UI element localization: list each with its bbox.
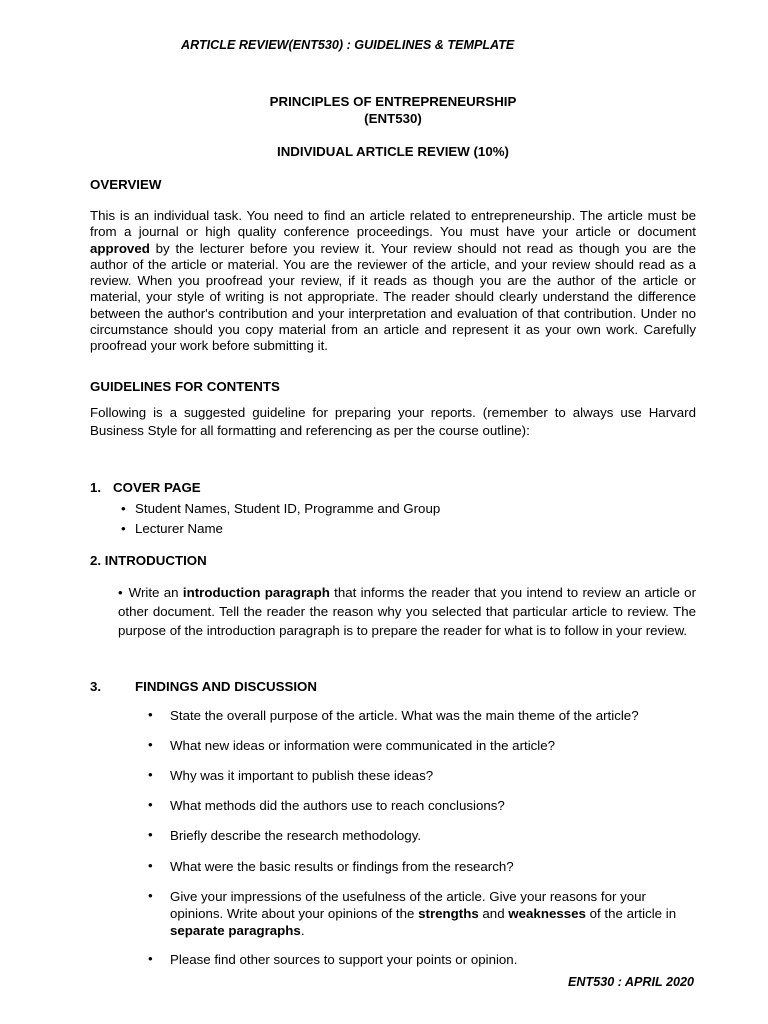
overview-paragraph	[90, 208, 696, 355]
findings-item-text: State the overall purpose of the article. What was the main theme of the article?	[170, 708, 639, 723]
guidelines-heading: GUIDELINES FOR CONTENTS	[90, 379, 280, 394]
impressions-bold-separate: separate paragraphs	[170, 923, 301, 938]
course-title: PRINCIPLES OF ENTREPRENEURSHIP	[269, 94, 517, 109]
findings-item-text: What were the basic results or findings from the research?	[170, 859, 514, 874]
overview-heading: OVERVIEW	[90, 177, 162, 192]
cover-item-text: Student Names, Student ID, Programme and Group	[135, 501, 441, 516]
impressions-text-1: Give your impressions of the usefulness of the article. Give your reasons for your opinions. Write about your opinions of the	[170, 889, 646, 921]
findings-item-text: What methods did the authors use to reach conclusions?	[170, 798, 505, 813]
impressions-text-2: and	[478, 906, 509, 921]
impressions-item-text	[170, 888, 680, 939]
bullet-icon: •	[148, 858, 153, 873]
intro-text-1: Write an	[128, 585, 183, 600]
intro-text-2: that informs the reader that you intend to review an article or other document. Tell the reader the reason why you selected that particular article to review. The purpose of the introduction paragraph is to prepare the reader for what is to follow in your review.	[118, 585, 696, 638]
bullet-icon: •	[148, 951, 153, 966]
impressions-bold-weaknesses: weaknesses	[508, 906, 586, 921]
bullet-icon: •	[148, 888, 153, 903]
introduction-heading: 2. INTRODUCTION	[90, 553, 207, 568]
overview-text-2: by the lecturer before you review it. Your review should not read as though you are the author of the article or material. You are the reviewer of the article, and your review should read as a review. When you proofread your review, if it reads as though you are the author of the article or material, your style of writing is not appropriate. The reader should clearly understand the difference between the author's contribution and your interpretation and evaluation of that contribution. Under no circumstance should you copy material from an article and represent it as your own work. Carefully proofread your work before submitting it.	[90, 240, 696, 354]
findings-item-text: Why was it important to publish these ideas?	[170, 768, 434, 783]
cover-page-heading: COVER PAGE	[113, 480, 201, 495]
intro-bold-text: introduction paragraph	[182, 585, 330, 600]
impressions-text-3: of the article in	[585, 906, 677, 921]
course-code: (ENT530)	[364, 111, 422, 126]
assignment-title: INDIVIDUAL ARTICLE REVIEW (10%)	[277, 144, 509, 159]
findings-heading: FINDINGS AND DISCUSSION	[135, 679, 317, 694]
cover-page-number: 1.	[90, 480, 102, 495]
bullet-icon: •	[148, 797, 153, 812]
bullet-icon: •	[148, 767, 153, 782]
page-header: ARTICLE REVIEW(ENT530) : GUIDELINES & TEMPLATE	[181, 38, 515, 52]
findings-item-text: What new ideas or information were communicated in the article?	[170, 738, 556, 753]
impressions-text-4: .	[300, 923, 305, 938]
findings-number: 3.	[90, 679, 102, 694]
overview-text-1: This is an individual task. You need to find an article related to entrepreneurship. The article must be from a journal or high quality conference proceedings. You must have your article or document	[90, 208, 696, 240]
bullet-icon: •	[148, 707, 153, 722]
introduction-paragraph	[118, 583, 696, 640]
bullet-icon: •	[148, 827, 153, 842]
impressions-bold-strengths: strengths	[418, 906, 479, 921]
bullet-icon: •	[118, 585, 123, 600]
page-footer: ENT530 : APRIL 2020	[568, 975, 694, 989]
cover-item-text: Lecturer Name	[135, 521, 223, 536]
guidelines-paragraph: Following is a suggested guideline for preparing your reports. (remember to always use Harvard Business Style for all formatting and referencing as per the course outline):	[90, 405, 696, 438]
bullet-icon: •	[121, 501, 126, 516]
findings-item-text: Please find other sources to support your points or opinion.	[170, 952, 518, 967]
bullet-icon: •	[121, 521, 126, 536]
overview-bold-approved: approved	[90, 240, 150, 256]
bullet-icon: •	[148, 737, 153, 752]
findings-item-text: Briefly describe the research methodology.	[170, 828, 422, 843]
